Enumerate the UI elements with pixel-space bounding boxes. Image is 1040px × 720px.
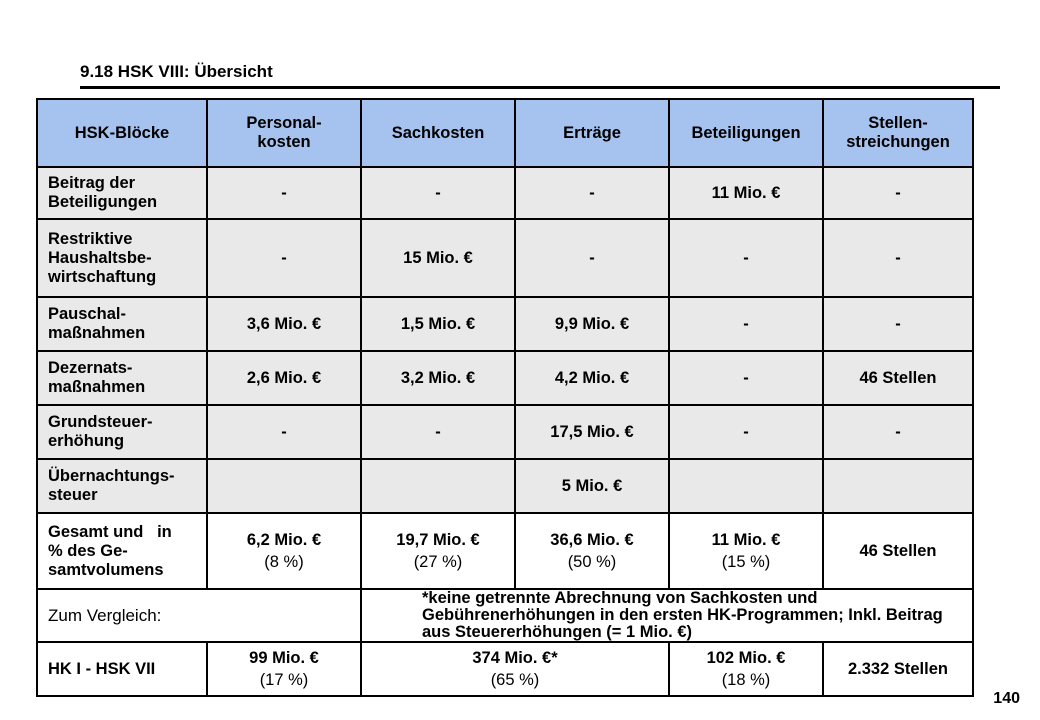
hk-cell <box>669 642 823 696</box>
table-cell: - <box>515 219 669 297</box>
page-title: 9.18 HSK VIII: Übersicht <box>80 62 273 81</box>
header-cell: Stellen- streichungen <box>823 99 973 167</box>
comparison-row <box>37 589 973 642</box>
table-cell: - <box>669 351 823 405</box>
table-cell: - <box>361 405 515 459</box>
table-cell: 1,5 Mio. € <box>361 297 515 351</box>
header-cell: Sachkosten <box>361 99 515 167</box>
row-label: HK I - HSK VII <box>37 642 207 696</box>
table-cell: - <box>361 167 515 219</box>
table-cell <box>823 459 973 513</box>
table-cell: - <box>669 405 823 459</box>
total-cell <box>207 513 361 589</box>
table-row <box>37 405 973 459</box>
total-percent: (15 %) <box>721 552 771 571</box>
table-cell: 3,6 Mio. € <box>207 297 361 351</box>
row-label: Beitrag der Beteiligungen <box>37 167 207 219</box>
total-percent: (8 %) <box>264 552 304 571</box>
table-cell: 9,9 Mio. € <box>515 297 669 351</box>
hsk-overview-table <box>36 98 974 697</box>
footnote-text: *keine getrennte Abrechnung von Sachkosten und Gebührenerhöhungen in den ersten HK-Programmen; Inkl. Beitrag aus Steuererhöhungen (= 1 Mio. €) <box>361 589 973 642</box>
total-value: 46 Stellen <box>859 541 937 560</box>
table-row <box>37 219 973 297</box>
total-value: 6,2 Mio. € <box>246 530 322 549</box>
row-label: Dezernats- maßnahmen <box>37 351 207 405</box>
header-row <box>37 99 973 167</box>
table-cell: - <box>669 297 823 351</box>
header-cell: Beteiligungen <box>669 99 823 167</box>
table-cell: - <box>823 219 973 297</box>
total-cell <box>823 513 973 589</box>
table-row <box>37 167 973 219</box>
header-cell: HSK-Blöcke <box>37 99 207 167</box>
total-row <box>37 513 973 589</box>
total-cell <box>361 513 515 589</box>
total-percent: (50 %) <box>567 552 617 571</box>
table-cell: 5 Mio. € <box>515 459 669 513</box>
header-cell: Erträge <box>515 99 669 167</box>
table-row <box>37 297 973 351</box>
total-value: 11 Mio. € <box>711 530 781 549</box>
hk-value: 102 Mio. € <box>706 648 786 667</box>
comparison-label: Zum Vergleich: <box>37 589 361 642</box>
table-cell: 11 Mio. € <box>669 167 823 219</box>
title-divider <box>80 86 1000 89</box>
total-value: 36,6 Mio. € <box>550 530 634 549</box>
hk-row <box>37 642 973 696</box>
row-label: Übernachtungs- steuer <box>37 459 207 513</box>
table-cell: - <box>207 405 361 459</box>
hk-value: 99 Mio. € <box>249 648 319 667</box>
table-cell: - <box>823 405 973 459</box>
hk-percent: (65 %) <box>490 670 540 689</box>
table-row <box>37 459 973 513</box>
hk-cell <box>361 642 669 696</box>
table-cell: - <box>669 219 823 297</box>
hk-cell: 2.332 Stellen <box>823 642 973 696</box>
table-cell: - <box>823 167 973 219</box>
table-cell: - <box>515 167 669 219</box>
total-cell <box>669 513 823 589</box>
table-cell: 3,2 Mio. € <box>361 351 515 405</box>
table-cell: 4,2 Mio. € <box>515 351 669 405</box>
page-number: 140 <box>993 690 1020 707</box>
table-cell <box>361 459 515 513</box>
hk-value: 374 Mio. €* <box>472 648 558 667</box>
hk-percent: (17 %) <box>259 670 309 689</box>
row-label: Restriktive Haushaltsbe- wirtschaftung <box>37 219 207 297</box>
table-cell: - <box>823 297 973 351</box>
hk-percent: (18 %) <box>721 670 771 689</box>
table-cell: 2,6 Mio. € <box>207 351 361 405</box>
table-cell: 46 Stellen <box>823 351 973 405</box>
row-label: Pauschal- maßnahmen <box>37 297 207 351</box>
table-row <box>37 351 973 405</box>
table-cell: - <box>207 219 361 297</box>
row-label: Gesamt und in % des Ge- samtvolumens <box>37 513 207 589</box>
total-value: 19,7 Mio. € <box>396 530 480 549</box>
total-percent: (27 %) <box>413 552 463 571</box>
header-cell: Personal- kosten <box>207 99 361 167</box>
table-cell: 15 Mio. € <box>361 219 515 297</box>
table-cell <box>669 459 823 513</box>
row-label: Grundsteuer- erhöhung <box>37 405 207 459</box>
table-cell: 17,5 Mio. € <box>515 405 669 459</box>
table-cell <box>207 459 361 513</box>
total-cell <box>515 513 669 589</box>
hk-cell <box>207 642 361 696</box>
table-cell: - <box>207 167 361 219</box>
